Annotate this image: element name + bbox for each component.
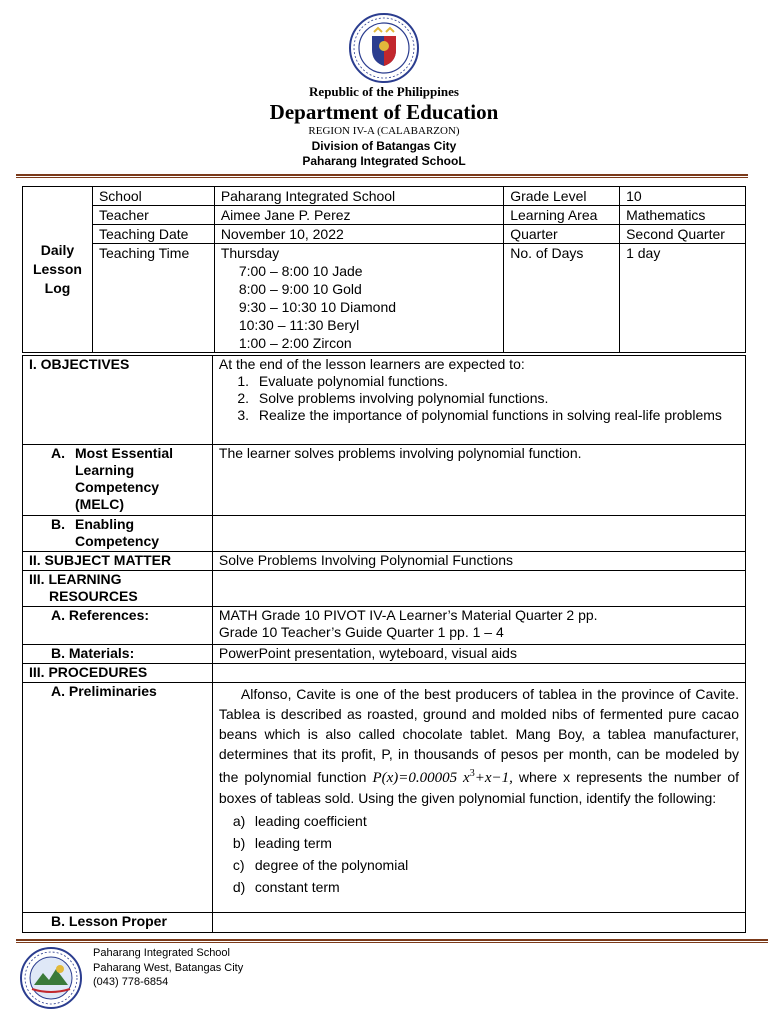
reference-item: Grade 10 Teacher’s Guide Quarter 1 pp. 1 – 4 xyxy=(218,624,504,640)
identify-item: c) degree of the polynomial xyxy=(232,857,409,873)
footer-address: Paharang West, Batangas City xyxy=(93,961,244,974)
melc-value: The learner solves problems involving polynomial function. xyxy=(212,445,745,516)
objective-item: 2. Solve problems involving polynomial functions. xyxy=(253,390,739,407)
objectives-list xyxy=(219,373,739,424)
lesson-plan-table xyxy=(22,355,746,933)
identify-list xyxy=(219,810,739,898)
grade-level-label: Grade Level xyxy=(504,187,620,206)
time-slot: 1:00 – 2:00 Zircon xyxy=(238,335,352,351)
objective-item: 3. Realize the importance of polynomial functions in solving real-life problems xyxy=(253,407,739,424)
lesson-info-table xyxy=(22,186,746,353)
time-slot: 10:30 – 11:30 Beryl xyxy=(238,317,360,333)
objectives-label: I. OBJECTIVES xyxy=(23,356,213,445)
preliminaries-paragraph: Alfonso, Cavite is one of the best producers of tablea in the province of Cavite. Tablea is described as roasted, ground and molded nibs of fermented pure cacao beans which is also called chocolate tablet. Mang Boy, a tablea manufacturer, determines that its profit, P, in thousands of pesos per month, can be modeled by the polynomial function P(x)=0.00005 $x^3+x-1$, where x represents the number of boxes of tableas sold. Using the given polynomial function, identify the following: xyxy=(218,686,740,806)
quarter-label: Quarter xyxy=(504,225,620,244)
school-heading: Paharang Integrated SchooL xyxy=(302,154,466,168)
procedures-label: III. PROCEDURES xyxy=(23,664,213,683)
school-value: Paharang Integrated School xyxy=(214,187,503,206)
deped-seal-logo xyxy=(348,12,420,84)
enabling-competency-value xyxy=(212,516,745,552)
identify-item: b) leading term xyxy=(232,835,332,851)
preliminaries-label: A. Preliminaries xyxy=(23,683,213,913)
footer-contact xyxy=(93,946,243,990)
subject-matter-value: Solve Problems Involving Polynomial Functions xyxy=(212,552,745,571)
objectives-cell xyxy=(212,356,745,445)
teaching-time-label: Teaching Time xyxy=(92,244,214,353)
lesson-proper-value xyxy=(212,913,745,933)
references-value xyxy=(212,607,745,645)
days-value: 1 day xyxy=(620,244,746,353)
quarter-value: Second Quarter xyxy=(620,225,746,244)
learning-area-label: Learning Area xyxy=(504,206,620,225)
reference-item: MATH Grade 10 PIVOT IV-A Learner’s Material Quarter 2 pp. xyxy=(218,607,598,623)
division-heading: Division of Batangas City xyxy=(311,139,457,153)
days-label: No. of Days xyxy=(504,244,620,353)
daily-lesson-log-label: Daily Lesson Log xyxy=(23,187,93,353)
time-slot: 9:30 – 10:30 10 Diamond xyxy=(238,299,397,315)
school-seal-logo xyxy=(20,947,82,1009)
enabling-competency-label: B. Enabling Competency xyxy=(23,516,213,552)
school-label: School xyxy=(92,187,214,206)
time-slot: 7:00 – 8:00 10 Jade xyxy=(238,263,363,279)
header-divider xyxy=(16,174,748,178)
footer-phone: (043) 778-6854 xyxy=(93,976,169,988)
lesson-proper-label: B. Lesson Proper xyxy=(23,913,213,933)
melc-label: A. Most Essential Learning Competency (MELC) xyxy=(23,445,213,516)
teacher-label: Teacher xyxy=(92,206,214,225)
materials-value: PowerPoint presentation, wyteboard, visual aids xyxy=(212,645,745,664)
teaching-date-label: Teaching Date xyxy=(92,225,214,244)
objective-item: 1. Evaluate polynomial functions. xyxy=(253,373,739,390)
learning-resources-value xyxy=(212,571,745,607)
teaching-time-value xyxy=(214,244,503,353)
grade-level-value: 10 xyxy=(620,187,746,206)
footer-divider xyxy=(16,939,768,943)
procedures-value xyxy=(212,664,745,683)
references-label: A. References: xyxy=(23,607,213,645)
learning-resources-label: III. LEARNING RESOURCES xyxy=(23,571,213,607)
learning-area-value: Mathematics xyxy=(620,206,746,225)
teacher-value: Aimee Jane P. Perez xyxy=(214,206,503,225)
republic-heading: Republic of the Philippines xyxy=(309,84,459,99)
subject-matter-label: II. SUBJECT MATTER xyxy=(23,552,213,571)
time-slot-list xyxy=(221,262,497,352)
objectives-intro: At the end of the lesson learners are expected to: xyxy=(218,356,525,372)
profit-formula: P(x)=0.00005 $x^3+x-1$, xyxy=(372,768,513,786)
footer-school: Paharang Integrated School xyxy=(93,947,230,959)
materials-label: B. Materials: xyxy=(23,645,213,664)
preliminaries-cell xyxy=(212,683,745,913)
teaching-day: Thursday xyxy=(220,245,280,261)
teaching-date-value: November 10, 2022 xyxy=(214,225,503,244)
identify-item: a) leading coefficient xyxy=(232,813,367,829)
identify-item: d) constant term xyxy=(232,879,340,895)
department-heading: Department of Education xyxy=(269,100,499,124)
time-slot: 8:00 – 9:00 10 Gold xyxy=(238,281,362,297)
region-heading: REGION IV-A (CALABARZON) xyxy=(308,125,460,137)
